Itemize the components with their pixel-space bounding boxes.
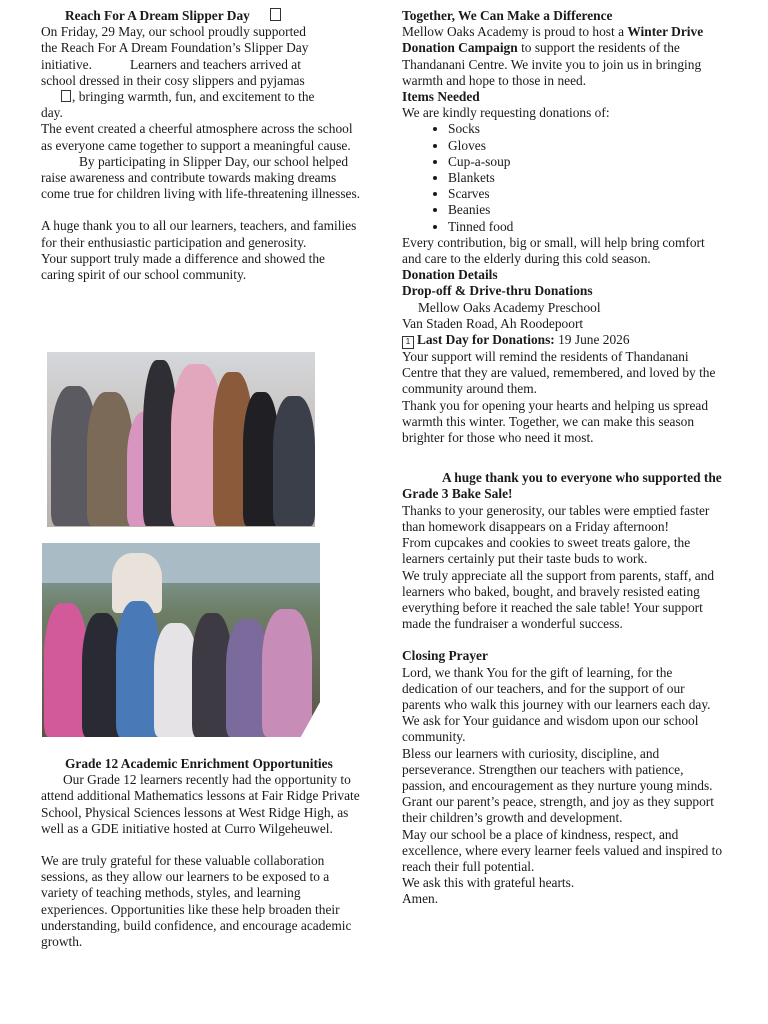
list-item: • Gloves — [448, 138, 724, 154]
left-column-lower — [41, 756, 361, 950]
items-outro: Every contribution, big or small, will help bring comfort and care to the elderly during this cold season. — [402, 234, 705, 267]
bake-sale-title: A huge thank you to everyone who supported the Grade 3 Bake Sale! — [402, 470, 722, 502]
grade12-title: Grade 12 Academic Enrichment Opportunities — [65, 756, 333, 771]
venue-name: Mellow Oaks Academy Preschool — [418, 299, 601, 315]
closing-prayer-article — [402, 648, 724, 907]
closing-prayer-title: Closing Prayer — [402, 648, 488, 664]
missing-glyph-icon — [270, 8, 281, 21]
slipper-day-article — [41, 8, 361, 283]
list-item: • Cup-a-soup — [448, 154, 724, 170]
prayer-paragraph-1: Lord, we thank You for the gift of learning, for the dedication of our teachers, and for the support of our parents who walk this journey with our learners each day. We ask for Your guidance and wisdom upon our school community. — [402, 664, 711, 745]
items-needed-title: Items Needed — [402, 89, 480, 105]
last-day-line: 1 Last Day for Donations: 19 June 2026 — [402, 332, 724, 349]
bake-sale-paragraph-1: Thanks to your generosity, our tables were emptied faster than homework disappears on a Friday afternoon!From cupcakes and cookies to sweet treats galore, the learners certainly put their taste buds to work. — [402, 502, 710, 567]
prayer-paragraph-3: May our school be a place of kindness, respect, and excellence, where every learner feels valued and inspired to reach their full potential. — [402, 826, 723, 874]
prayer-paragraph-4: We ask this with grateful hearts. — [402, 875, 575, 891]
calendar-icon: 1 — [402, 336, 414, 349]
grade12-paragraph-1: Our Grade 12 learners recently had the opportunity to attend additional Mathematics lessons at Fair Ridge Private School, Physical Sciences lessons at West Ridge High, as well as a GDE initiative hosted at Curro Wilgeheuwel. — [41, 772, 360, 836]
grade12-article — [41, 756, 361, 950]
winter-drive-title: Together, We Can Make a Difference — [402, 8, 613, 23]
slipper-day-paragraph-2: The event created a cheerful atmosphere across the school as everyone came together to support a meaningful cause.By participating in Slipper Day, our school helped raise awareness and contribute towards making dreams come true for children living with life-threatening illnesses. — [41, 121, 361, 202]
winter-thanks-paragraph: Thank you for opening your hearts and helping us spread warmth this winter. Together, we can make this season brighter for those who need it most. — [402, 397, 709, 446]
list-item: • Scarves — [448, 186, 724, 202]
items-list — [402, 121, 724, 234]
winter-support-paragraph: Your support will remind the residents of Thandanani Centre that they are valued, remembered, and loved by the community around them. — [402, 349, 716, 397]
slipper-day-paragraph-3: A huge thank you to all our learners, teachers, and families for their enthusiastic participation and generosity.Your support truly made a difference and showed the caring spirit of our school community. — [41, 218, 357, 283]
slipper-day-intro: On Friday, 29 May, our school proudly supported the Reach For A Dream Foundation’s Slipper Day initiative. Learners and teachers arrived at school dressed in their cosy slippers and pyjamas , bringing warmth, fun, and excitement to the day. — [41, 24, 315, 121]
prayer-paragraph-2: Bless our learners with curiosity, discipline, and perseverance. Strengthen our teachers with patience, passion, and encouragement as they nurture young minds. Grant our parent’s peace, strength, and joy as they support their children’s growth and development. — [402, 745, 714, 826]
venue-address: Van Staden Road, Ah Roodepoort — [402, 315, 584, 331]
bake-sale-group-photo — [42, 543, 320, 737]
bake-sale-paragraph-2: We truly appreciate all the support from parents, staff, and learners who baked, bought, and bravely resisted eating everything before it reached the sale table! Your support made the fundraiser a wonderful success. — [402, 567, 715, 632]
dropoff-title: Drop-off & Drive-thru Donations — [402, 283, 593, 299]
winter-drive-article — [402, 8, 724, 446]
list-item: • Socks — [448, 121, 724, 137]
slipper-day-photo — [47, 352, 315, 527]
list-item: • Blankets — [448, 170, 724, 186]
right-column — [402, 8, 724, 908]
items-intro: We are kindly requesting donations of: — [402, 105, 610, 121]
winter-drive-intro: Mellow Oaks Academy is proud to host a Winter Drive Donation Campaign to support the residents of the Thandanani Centre. We invite you to join us in bringing warmth and hope to those in need. — [402, 24, 704, 88]
list-item: • Tinned food — [448, 219, 724, 235]
list-item: • Beanies — [448, 202, 724, 218]
left-column — [41, 8, 361, 283]
missing-glyph-icon — [61, 90, 71, 102]
bake-sale-article — [402, 470, 724, 632]
slipper-day-title: Reach For A Dream Slipper Day — [41, 8, 361, 24]
prayer-amen: Amen. — [402, 891, 439, 907]
grade12-paragraph-2: We are truly grateful for these valuable collaboration sessions, as they allow our learners to be exposed to a variety of teaching methods, styles, and learning experiences. Opportunities like these help broaden their understanding, build confidence, and encourage academic growth. — [41, 853, 352, 950]
donation-details-title: Donation Details — [402, 267, 498, 283]
